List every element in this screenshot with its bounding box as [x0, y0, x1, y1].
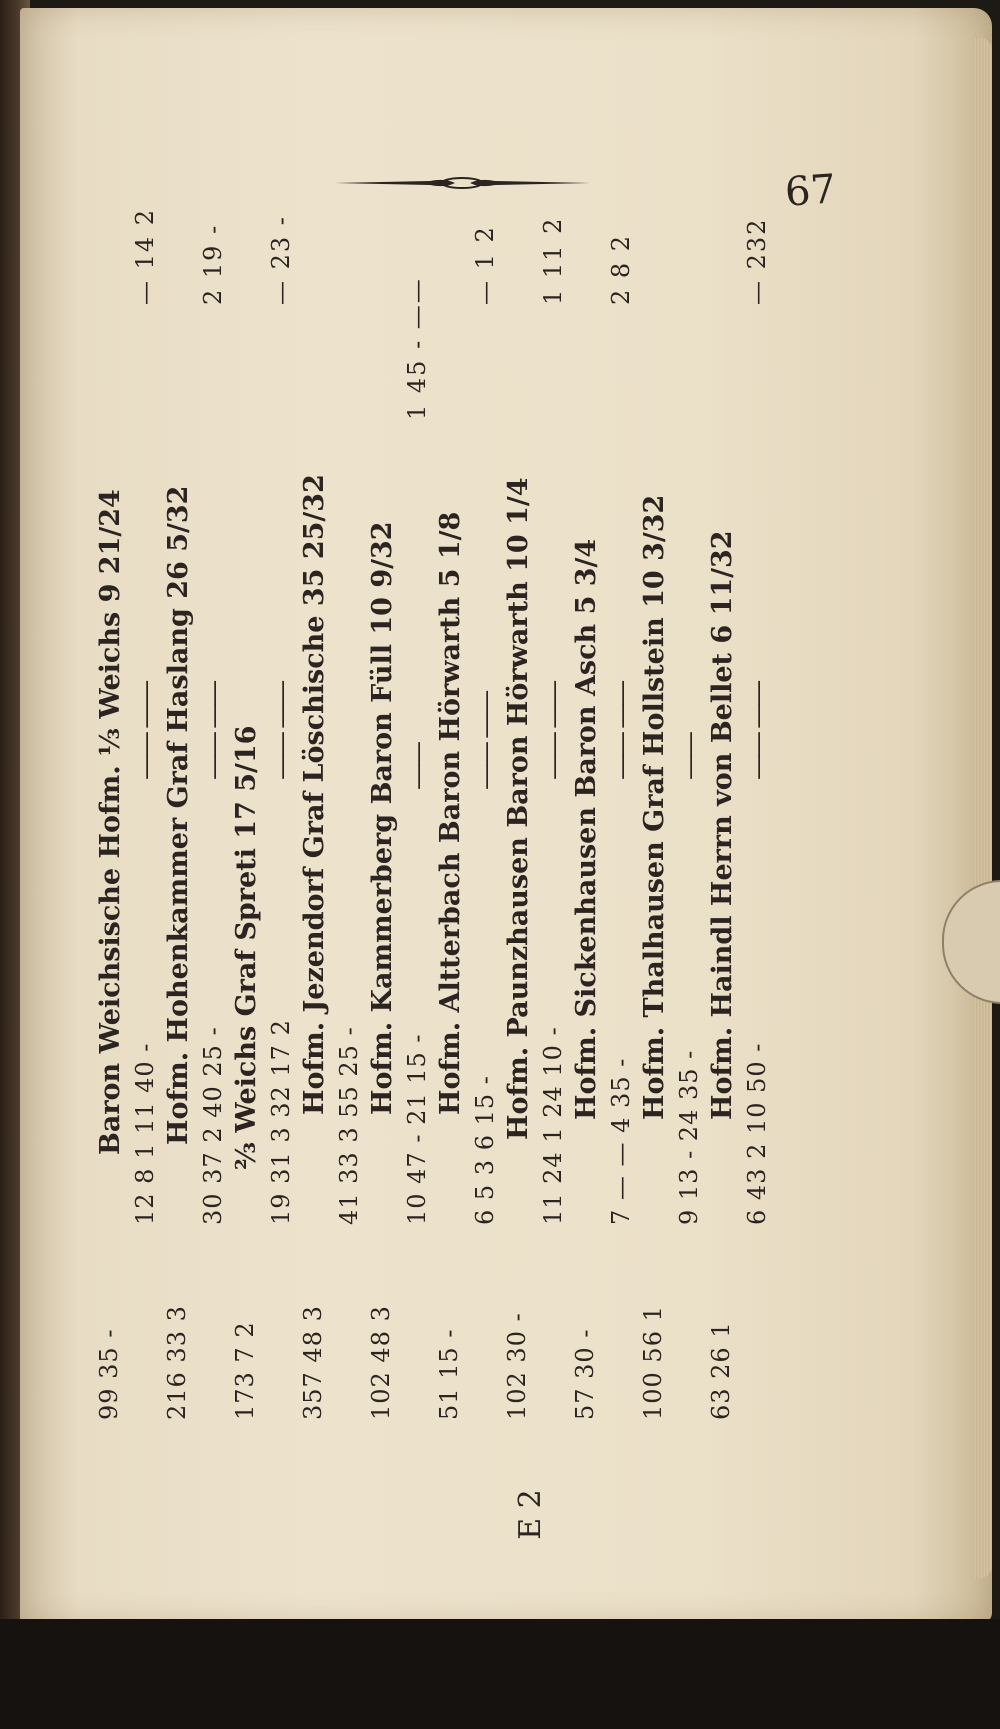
entry-dashes: —— —— [743, 682, 773, 780]
page-number: 67 [783, 166, 838, 216]
entry-values: 9 13 - 24 35 - [675, 1049, 703, 1225]
entry-amount: 57 30 - [571, 1328, 599, 1420]
entry-amount: 216 33 3 [163, 1305, 191, 1420]
entry-values: 10 47 - 21 15 - [403, 1033, 431, 1225]
ledger-entry [435, 200, 505, 1420]
entry-amount: 100 56 1 [639, 1305, 667, 1420]
entry-label: Hofm. Kammerberg Baron Füll 10 9/32 [367, 521, 398, 1115]
entry-dashes: —— —— [131, 682, 161, 780]
entry-amount: 102 48 3 [367, 1305, 395, 1420]
entry-label: Hofm. Jezendorf Graf Löschische 35 25/32 [299, 474, 330, 1115]
ledger-entry [503, 200, 573, 1420]
entry-dashes: —— —— [539, 682, 569, 780]
entry-trailing: 2 19 - [199, 223, 227, 305]
ledger-table [95, 200, 815, 1420]
ledger-entry [299, 200, 369, 1420]
entry-amount: 357 48 3 [299, 1305, 327, 1420]
entry-label: Hofm. Paunzhausen Baron Hörwarth 10 1/4 [503, 477, 534, 1140]
entry-label: Hofm. Sickenhausen Baron Asch 5 3/4 [571, 538, 602, 1120]
entry-dashes: —— —— [199, 682, 229, 780]
signature-mark: E 2 [512, 1489, 548, 1540]
entry-label: Hofm. Thalhausen Graf Hollstein 10 3/32 [639, 494, 670, 1120]
ledger-entry [163, 200, 233, 1420]
entry-amount: 99 35 - [95, 1328, 123, 1420]
entry-dashes: —— [403, 744, 433, 790]
entry-trailing: 2 8 2 [607, 233, 635, 305]
entry-trailing: — 14 2 [131, 207, 159, 305]
entry-amount: 102 30 - [503, 1312, 531, 1420]
entry-label: Hofm. Hohenkammer Graf Haslang 26 5/32 [163, 485, 194, 1145]
entry-dashes: —— —— [267, 682, 297, 780]
entry-amount: 173 7 2 [231, 1321, 259, 1420]
entry-label: Hofm. Haindl Herrn von Bellet 6 11/32 [707, 530, 738, 1120]
entry-trailing: 1 45 - —— [403, 277, 431, 420]
ledger-entry [707, 200, 777, 1420]
entry-values: 7 — — 4 35 - [607, 1057, 635, 1225]
entry-values: 41 33 3 55 25 - [335, 1026, 363, 1225]
entry-dashes: —— —— [471, 692, 501, 790]
entry-amount: 63 26 1 [707, 1321, 735, 1420]
entry-trailing: — 1 2 [471, 225, 499, 305]
ledger-entry [571, 200, 641, 1420]
entry-dashes: —— [675, 734, 705, 780]
entry-values: 30 37 2 40 25 - [199, 1026, 227, 1225]
entry-label: ⅔ Weichs Graf Spreti 17 5/16 [231, 725, 262, 1170]
entry-dashes: —— —— [607, 682, 637, 780]
entry-values: 6 43 2 10 50 - [743, 1042, 771, 1225]
entry-amount: 51 15 - [435, 1328, 463, 1420]
ornament-rule [335, 176, 590, 190]
ledger-entry [231, 200, 301, 1420]
entry-values: 19 31 3 32 17 2 [267, 1019, 295, 1225]
page-stack-edge [974, 38, 992, 1578]
entry-label: Baron Weichsische Hofm. ⅓ Weichs 9 21/24 [95, 489, 126, 1155]
ledger-entry [367, 200, 437, 1420]
background-shadow [0, 1619, 1000, 1729]
entry-trailing: — 232 [743, 217, 771, 305]
entry-trailing: — 23 - [267, 215, 295, 305]
entry-label: Hofm. Altterbach Baron Hörwarth 5 1/8 [435, 511, 466, 1115]
entry-values: 12 8 1 11 40 - [131, 1042, 159, 1225]
ledger-entry [639, 200, 709, 1420]
entry-trailing: 1 11 2 [539, 216, 567, 305]
entry-values: 6 5 3 6 15 - [471, 1075, 499, 1225]
entry-values: 11 24 1 24 10 - [539, 1026, 567, 1225]
ledger-entry [95, 200, 165, 1420]
